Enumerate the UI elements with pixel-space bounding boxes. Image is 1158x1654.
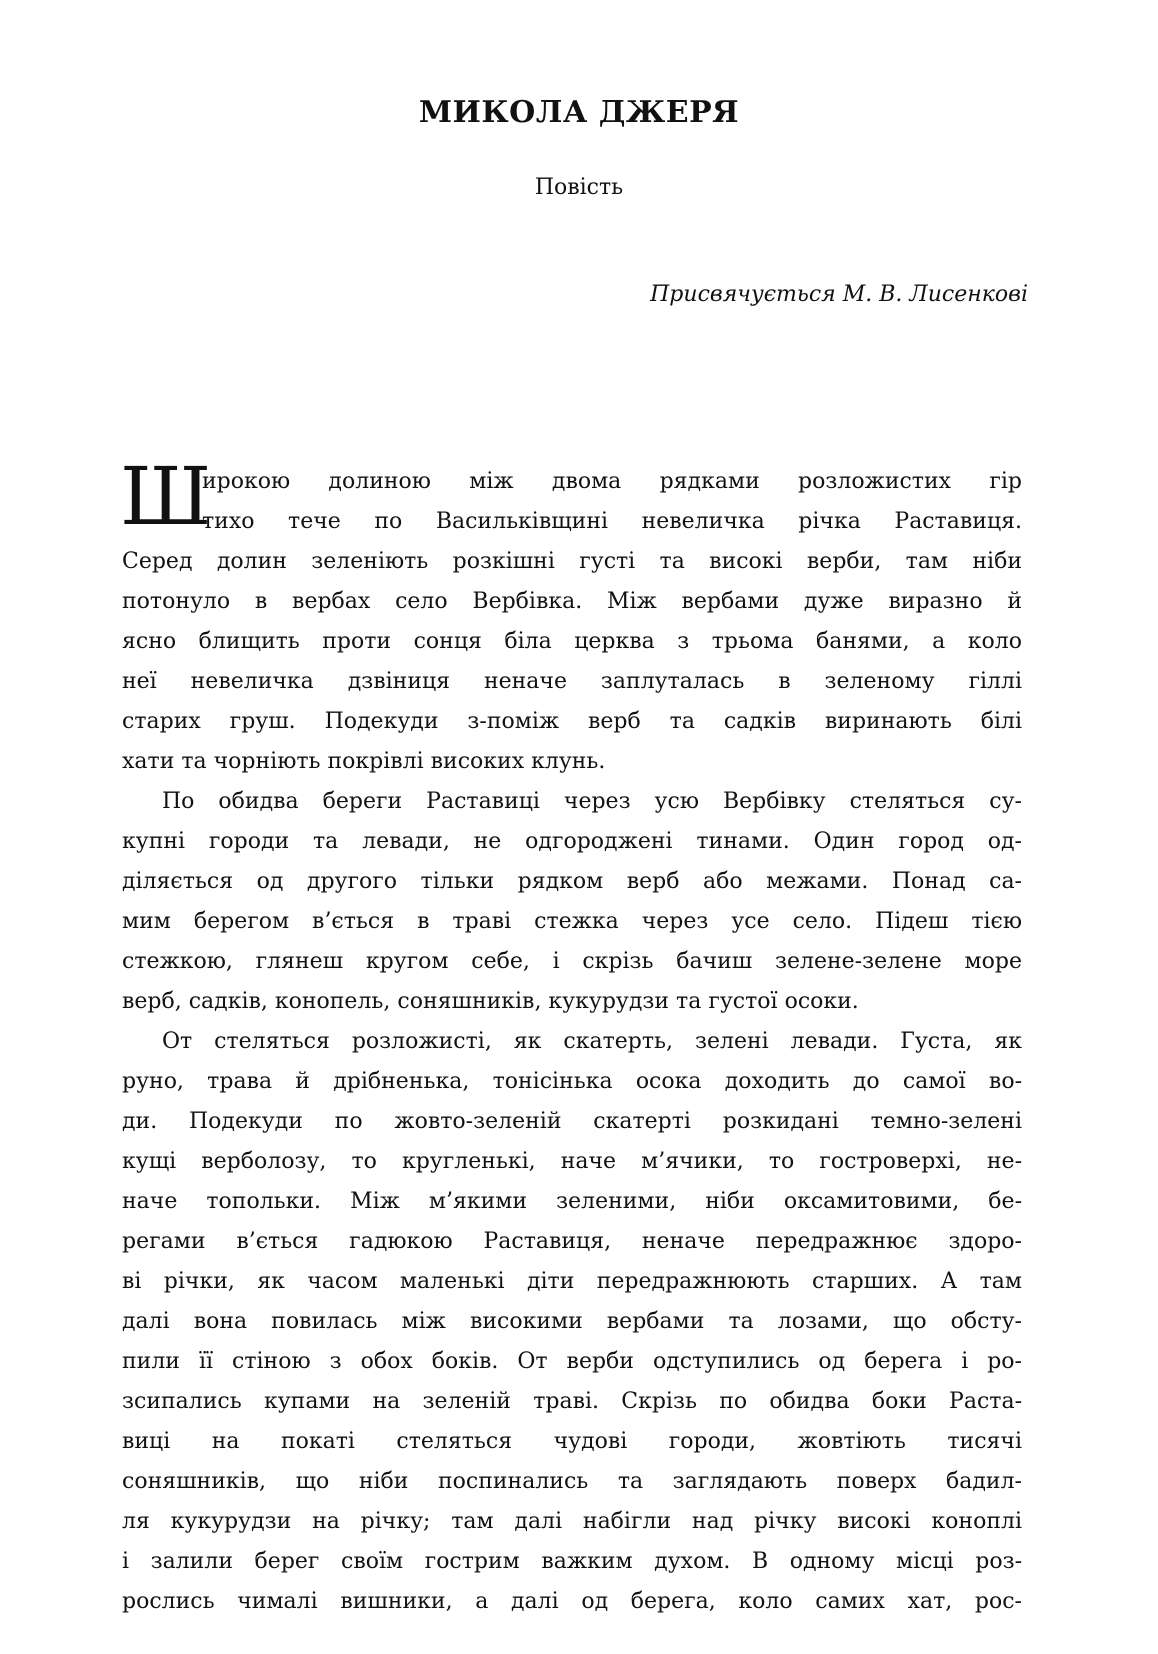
- text-line: зсипались купами на зеленій траві. Скрізь по обидва боки Раста-: [122, 1389, 1022, 1414]
- text-line: Серед долин зеленіють розкішні густі та високі верби, там ніби: [122, 549, 1022, 574]
- text-line: От стеляться розложисті, як скатерть, зелені левади. Густа, як: [162, 1029, 1022, 1054]
- text-line: і залили берег своїм гострим важким духом. В одному місці роз-: [122, 1549, 1022, 1574]
- text-line: регами в’ється гадюкою Раставиця, неначе передражнює здоро-: [122, 1229, 1022, 1254]
- text-line: неї невеличка дзвіниця неначе заплуталась в зеленому гіллі: [122, 669, 1022, 694]
- dedication: Присвячується М. В. Лисенкові: [650, 282, 1028, 307]
- text-line: далі вона повилась між високими вербами та лозами, що обсту-: [122, 1309, 1022, 1334]
- text-line: пили її стіною з обох боків. От верби одступились од берега і ро-: [122, 1349, 1022, 1374]
- text-line: кущі верболозу, то кругленькі, наче м’ячики, то гостроверхі, не-: [122, 1149, 1022, 1174]
- text-line: ві річки, як часом маленькі діти передражнюють старших. А там: [122, 1269, 1022, 1294]
- text-line: По обидва береги Раставиці через усю Вербівку стеляться су-: [162, 789, 1022, 814]
- text-line: виці на покаті стеляться чудові городи, жовтіють тисячі: [122, 1429, 1022, 1454]
- text-line: ясно блищить проти сонця біла церква з трьома банями, а коло: [122, 629, 1022, 654]
- text-line: діляється од другого тільки рядком верб або межами. Понад са-: [122, 869, 1022, 894]
- text-line: ирокою долиною між двома рядками розложистих гір: [202, 469, 1022, 494]
- drop-cap: Ш: [120, 450, 212, 543]
- text-line: мим берегом в’ється в траві стежка через усе село. Підеш тією: [122, 909, 1022, 934]
- text-line: купні городи та левади, не одгороджені тинами. Один город од-: [122, 829, 1022, 854]
- page-subtitle: Повість: [534, 175, 624, 200]
- text-line: руно, трава й дрібненька, тонісінька осока доходить до самої во-: [122, 1069, 1022, 1094]
- text-line: старих груш. Подекуди з-поміж верб та садків виринають білі: [122, 709, 1022, 734]
- text-line: стежкою, глянеш кругом себе, і скрізь бачиш зелене-зелене море: [122, 949, 1022, 974]
- text-line: хати та чорніють покрівлі високих клунь.: [122, 749, 606, 774]
- page-title: МИКОЛА ДЖЕРЯ: [418, 95, 740, 130]
- text-line: ля кукурудзи на річку; там далі набігли над річку високі коноплі: [122, 1509, 1022, 1534]
- text-line: рослись чималі вишники, а далі од берега, коло самих хат, рос-: [122, 1589, 1022, 1614]
- text-line: потонуло в вербах село Вербівка. Між вербами дуже виразно й: [122, 589, 1022, 614]
- text-line: ди. Подекуди по жовто-зеленій скатерті розкидані темно-зелені: [122, 1109, 1022, 1134]
- text-line: тихо тече по Васильківщині невеличка річка Раставиця.: [202, 509, 1022, 534]
- text-line: верб, садків, конопель, соняшників, кукурудзи та густої осоки.: [122, 989, 859, 1014]
- text-line: соняшників, що ніби поспинались та заглядають поверх бадил-: [122, 1469, 1022, 1494]
- body-text: [120, 450, 1022, 1622]
- text-line: наче топольки. Між м’якими зеленими, ніби оксамитовими, бе-: [122, 1189, 1022, 1214]
